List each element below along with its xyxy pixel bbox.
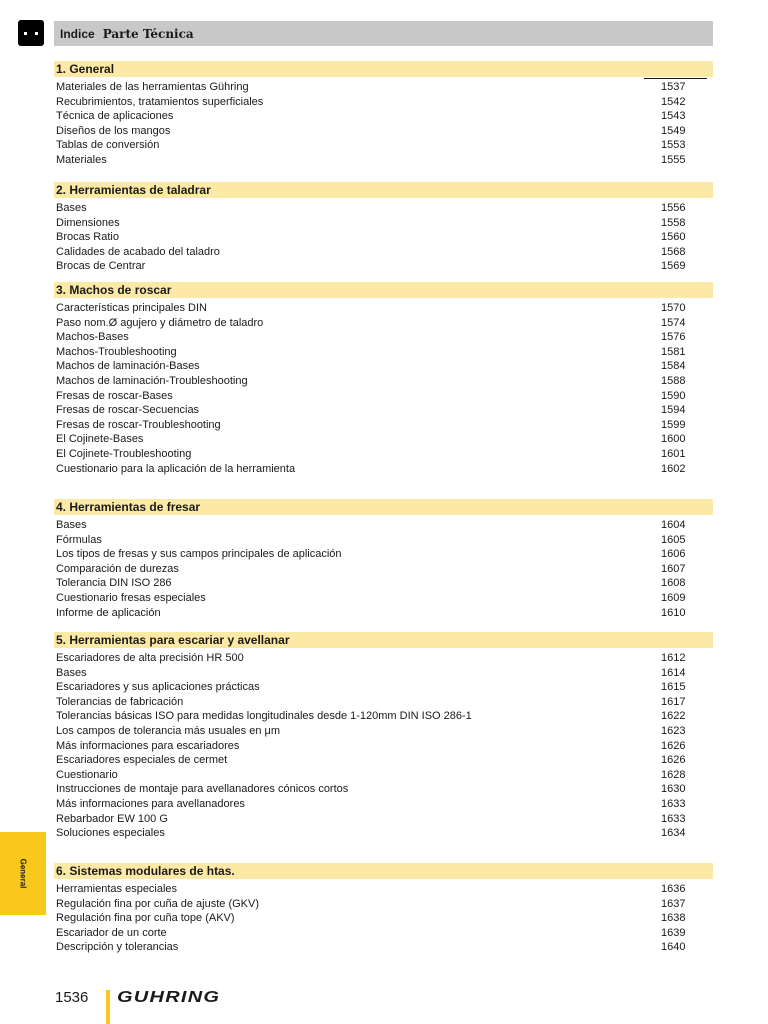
toc-row[interactable] (54, 109, 713, 124)
entry-page: 1633 (661, 797, 686, 810)
entry-page: 1590 (661, 389, 686, 402)
toc-row[interactable] (54, 345, 713, 360)
entry-page: 1574 (661, 316, 686, 329)
entry-page: 1543 (661, 110, 686, 123)
section-heading: 5. Herramientas para escariar y avellanar (54, 632, 713, 648)
entry-page: 1626 (661, 754, 686, 767)
toc-row[interactable] (54, 591, 713, 606)
entry-label: Herramientas especiales (56, 883, 178, 895)
toc-row[interactable] (54, 666, 713, 681)
corner-mark-icon (18, 20, 44, 46)
entry-page: 1607 (661, 562, 686, 575)
entry-label: Machos de laminación-Bases (56, 360, 200, 373)
entry-page: 1639 (661, 926, 686, 939)
toc-row[interactable] (54, 153, 713, 168)
toc-row[interactable] (54, 201, 713, 216)
entry-label: Informe de aplicación (56, 606, 161, 619)
section-roscar (54, 282, 713, 476)
entry-page: 1608 (661, 577, 686, 590)
entry-label: Escariadores y sus aplicaciones prácticas (56, 681, 260, 694)
entry-page: 1626 (661, 739, 686, 752)
entry-label: El Cojinete-Troubleshooting (56, 447, 192, 460)
entry-label: Paso nom.Ø agujero y diámetro de taladro (56, 316, 264, 329)
entry-label: Cuestionario para la aplicación de la herramienta (56, 462, 296, 475)
toc-row[interactable] (54, 138, 713, 153)
toc-row[interactable] (54, 606, 713, 621)
section-heading: 4. Herramientas de fresar (54, 499, 713, 515)
toc-row[interactable] (54, 695, 713, 710)
brand-logo: GUHRING (117, 989, 221, 1006)
section-heading: 3. Machos de roscar (54, 282, 713, 298)
toc-row[interactable] (54, 418, 713, 433)
entry-label: Bases (56, 519, 87, 531)
entry-label: Bases (56, 202, 87, 214)
entry-label: Bases (56, 666, 87, 679)
entry-label: Comparación de durezas (56, 562, 179, 575)
toc-row[interactable] (54, 812, 713, 827)
toc-row[interactable] (54, 782, 713, 797)
entry-page: 1637 (661, 897, 686, 910)
section-heading: 6. Sistemas modulares de htas. (54, 863, 713, 879)
header-bar (54, 21, 713, 46)
entry-page: 1630 (661, 783, 686, 796)
entry-page: 1556 (661, 202, 686, 214)
entry-page: 1560 (661, 231, 686, 244)
toc-row[interactable] (54, 753, 713, 768)
entry-label: Escariadores de alta precisión HR 500 (56, 652, 244, 664)
entry-label: Fresas de roscar-Bases (56, 389, 173, 402)
toc-row[interactable] (54, 826, 713, 841)
entry-label: Más informaciones para avellanadores (56, 797, 245, 810)
header-title: Parte Técnica (102, 26, 194, 41)
entry-label: Cuestionario fresas especiales (56, 591, 206, 604)
entry-page: 1599 (661, 418, 686, 431)
toc-row[interactable] (54, 576, 713, 591)
entry-page: 1605 (661, 533, 686, 546)
entry-page: 1617 (661, 695, 686, 708)
toc-row[interactable] (54, 926, 713, 941)
entry-page: 1623 (661, 724, 686, 737)
toc-row[interactable] (54, 547, 713, 562)
entry-label: Escariadores especiales de cermet (56, 754, 228, 767)
entry-label: Los tipos de fresas y sus campos principales de aplicación (56, 548, 342, 561)
entry-page: 1622 (661, 710, 686, 723)
toc-row[interactable] (54, 724, 713, 739)
section-modulares (54, 863, 713, 955)
toc-row[interactable] (54, 259, 713, 274)
entry-page: 1614 (661, 666, 686, 679)
entry-page: 1569 (661, 260, 686, 273)
entry-page: 1537 (661, 81, 686, 93)
entry-page: 1600 (661, 433, 686, 446)
side-tab-label: General (18, 858, 28, 889)
section-fresar (54, 499, 713, 620)
entry-label: Fresas de roscar-Troubleshooting (56, 418, 221, 431)
entry-label: Calidades de acabado del taladro (56, 245, 220, 258)
section-escariar (54, 632, 713, 841)
entry-label: Escariador de un corte (56, 926, 167, 939)
entry-page: 1638 (661, 912, 686, 925)
toc-row[interactable] (54, 374, 713, 389)
entry-page: 1633 (661, 812, 686, 825)
section-heading: 1. General (54, 61, 713, 77)
entry-label: Fórmulas (56, 533, 102, 546)
entry-label: Más informaciones para escariadores (56, 739, 240, 752)
entry-page: 1628 (661, 768, 686, 781)
entry-label: Machos de laminación-Troubleshooting (56, 374, 248, 387)
toc-row[interactable] (54, 230, 713, 245)
entry-page: 1568 (661, 245, 686, 258)
entry-page: 1558 (661, 216, 686, 229)
entry-label: Los campos de tolerancia más usuales en μm (56, 724, 281, 737)
toc-row[interactable] (54, 709, 713, 724)
toc-row[interactable] (54, 124, 713, 139)
entry-label: Soluciones especiales (56, 827, 165, 840)
entry-label: Recubrimientos, tratamientos superficiales (56, 95, 264, 108)
toc-row[interactable] (54, 940, 713, 955)
entry-label: Tolerancia DIN ISO 286 (56, 577, 172, 590)
section-heading: 2. Herramientas de taladrar (54, 182, 713, 198)
toc-row[interactable] (54, 403, 713, 418)
toc-row[interactable] (54, 80, 713, 95)
entry-label: Tolerancias de fabricación (56, 695, 184, 708)
entry-page: 1576 (661, 331, 686, 344)
entry-label: Descripción y tolerancias (56, 941, 179, 954)
entry-label: Fresas de roscar-Secuencias (56, 404, 200, 417)
entry-label: Regulación fina por cuña de ajuste (GKV) (56, 897, 260, 910)
toc-row[interactable] (54, 95, 713, 110)
toc-row[interactable] (54, 216, 713, 231)
entry-label: Cuestionario (56, 768, 118, 781)
entry-page: 1555 (661, 153, 686, 166)
entry-page: 1615 (661, 681, 686, 694)
entry-label: Características principales DIN (56, 302, 207, 314)
entry-label: Machos-Troubleshooting (56, 345, 177, 358)
entry-label: Brocas Ratio (56, 231, 119, 244)
section-taladrar (54, 182, 713, 274)
entry-page: 1570 (661, 302, 686, 314)
entry-label: El Cojinete-Bases (56, 433, 144, 446)
toc-row[interactable] (54, 316, 713, 331)
footer-divider (106, 990, 110, 1024)
entry-page: 1634 (661, 827, 686, 840)
page-number: 1536 (55, 989, 89, 1006)
entry-page: 1581 (661, 345, 686, 358)
toc-row[interactable] (54, 301, 713, 316)
entry-label: Regulación fina por cuña tope (AKV) (56, 912, 235, 925)
entry-page: 1588 (661, 374, 686, 387)
toc-row[interactable] (54, 562, 713, 577)
toc-row[interactable] (54, 651, 713, 666)
side-tab-general[interactable] (0, 832, 46, 915)
entry-label: Dimensiones (56, 216, 120, 229)
entry-page: 1601 (661, 447, 686, 460)
toc-row[interactable] (54, 330, 713, 345)
entry-page: 1610 (661, 606, 686, 619)
entry-label: Machos-Bases (56, 331, 129, 344)
entry-page: 1549 (661, 124, 686, 137)
entry-label: Técnica de aplicaciones (56, 110, 174, 123)
entry-page: 1594 (661, 404, 686, 417)
toc-row[interactable] (54, 680, 713, 695)
toc-row[interactable] (54, 245, 713, 260)
header-index-label: Indice (60, 26, 95, 41)
entry-label: Materiales (56, 153, 107, 166)
toc-row[interactable] (54, 897, 713, 912)
entry-page: 1606 (661, 548, 686, 561)
entry-page: 1612 (661, 652, 686, 664)
toc-row[interactable] (54, 518, 713, 533)
entry-page: 1604 (661, 519, 686, 531)
entry-page: 1584 (661, 360, 686, 373)
entry-label: Tablas de conversión (56, 139, 160, 152)
entry-page: 1640 (661, 941, 686, 954)
toc-row[interactable] (54, 432, 713, 447)
toc-row[interactable] (54, 359, 713, 374)
toc-row[interactable] (54, 797, 713, 812)
entry-page: 1609 (661, 591, 686, 604)
entry-label: Instrucciones de montaje para avellanadores cónicos cortos (56, 783, 349, 796)
entry-label: Brocas de Centrar (56, 260, 146, 273)
toc-row[interactable] (54, 389, 713, 404)
entry-label: Rebarbador EW 100 G (56, 812, 168, 825)
entry-label: Diseños de los mangos (56, 124, 171, 137)
entry-page: 1602 (661, 462, 686, 475)
toc-row[interactable] (54, 768, 713, 783)
toc-row[interactable] (54, 533, 713, 548)
entry-label: Tolerancias básicas ISO para medidas longitudinales desde 1-120mm DIN ISO 286-1 (56, 710, 472, 723)
entry-page: 1553 (661, 139, 686, 152)
entry-page: 1542 (661, 95, 686, 108)
toc-row[interactable] (54, 462, 713, 477)
toc-row[interactable] (54, 739, 713, 754)
toc-row[interactable] (54, 911, 713, 926)
section-general (54, 61, 713, 168)
entry-page: 1636 (661, 883, 686, 895)
toc-row[interactable] (54, 882, 713, 897)
entry-label: Materiales de las herramientas Gühring (56, 81, 249, 93)
toc-row[interactable] (54, 447, 713, 462)
